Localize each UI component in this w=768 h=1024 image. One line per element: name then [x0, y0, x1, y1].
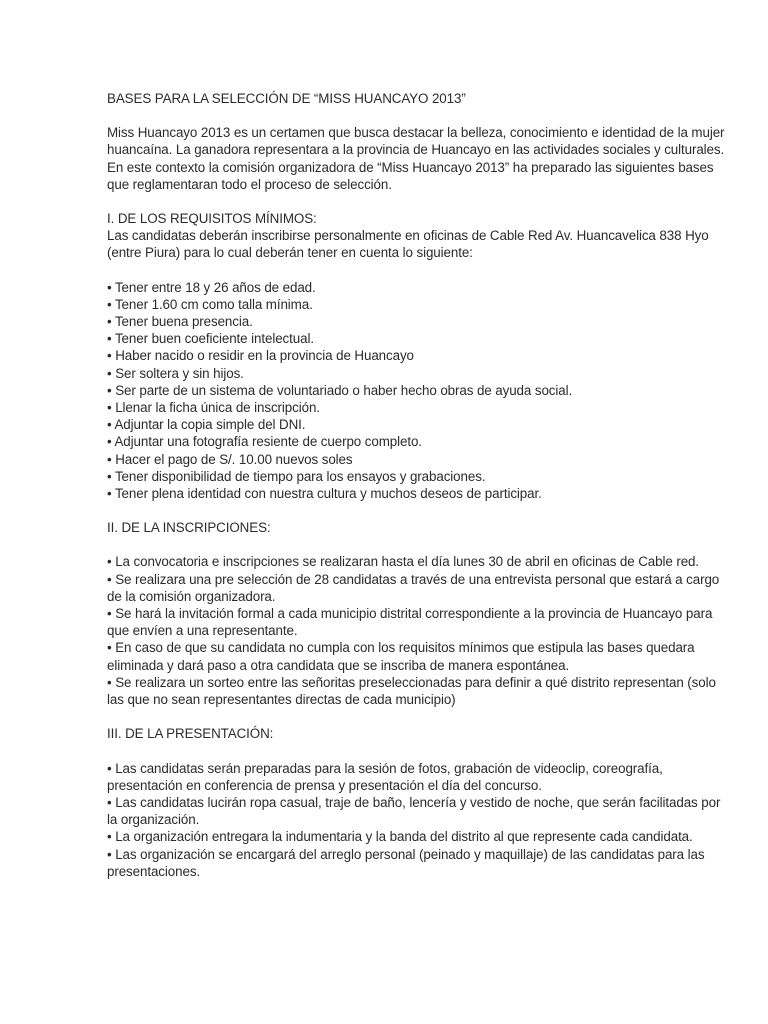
list-item: • Hacer el pago de S/. 10.00 nuevos soles: [107, 451, 353, 467]
section-heading-presentacion: III. DE LA PRESENTACIÓN:: [107, 726, 274, 742]
document-page: [107, 90, 727, 897]
list-item: • Las candidatas serán preparadas para la sesión de fotos, grabación de videoclip, coreografía, presentación en conferencia de prensa y presentación el día del concurso.: [107, 760, 663, 793]
requisitos-list: [107, 279, 727, 503]
section-heading-requisitos: I. DE LOS REQUISITOS MÍNIMOS:: [107, 211, 317, 227]
list-item: • Tener buena presencia.: [107, 314, 253, 330]
list-item: • Tener disponibilidad de tiempo para los ensayos y grabaciones.: [107, 468, 486, 484]
list-item: • Ser parte de un sistema de voluntariado o haber hecho obras de ayuda social.: [107, 382, 573, 398]
list-item: • La convocatoria e inscripciones se realizaran hasta el día lunes 30 de abril en oficinas de Cable red.: [107, 554, 700, 570]
list-item: • Las candidatas lucirán ropa casual, traje de baño, lencería y vestido de noche, que serán facilitadas por la organización.: [107, 794, 721, 828]
document-title: BASES PARA LA SELECCIÓN DE “MISS HUANCAYO 2013”: [107, 91, 466, 106]
list-item: • La organización entregara la indumentaria y la banda del distrito al que represente cada candidata.: [107, 829, 693, 845]
list-item: • En caso de que su candidata no cumpla con los requisitos mínimos que estipula las bases quedara eliminada y dará paso a otra candidata que se inscriba de manera espontánea.: [107, 640, 695, 673]
list-item: • Tener 1.60 cm como talla mínima.: [107, 296, 313, 312]
section-intro-requisitos: Las candidatas deberán inscribirse personalmente en oficinas de Cable Red Av. Huancavelica 838 Hyo (entre Piura) para lo cual deberán tener en cuenta lo siguiente:: [107, 228, 709, 261]
list-item: • Adjuntar una fotografía resiente de cuerpo completo.: [107, 434, 422, 450]
list-item: • Llenar la ficha única de inscripción.: [107, 400, 320, 416]
list-item: • Ser soltera y sin hijos.: [107, 365, 244, 381]
list-item: • Haber nacido o residir en la provincia de Huancayo: [107, 348, 414, 364]
inscripciones-list: [107, 553, 727, 708]
list-item: • Se hará la invitación formal a cada municipio distrital correspondiente a la provincia de Huancayo para que envíen a una representante.: [107, 606, 713, 639]
section-heading-inscripciones: II. DE LA INSCRIPCIONES:: [107, 520, 271, 536]
list-item: • Adjuntar la copia simple del DNI.: [107, 417, 306, 433]
list-item: • Se realizara una pre selección de 28 candidatas a través de una entrevista personal que estará a cargo de la comisión organizadora.: [107, 571, 720, 604]
intro-paragraph: Miss Huancayo 2013 es un certamen que busca destacar la belleza, conocimiento e identidad de la mujer huancaína. La ganadora representara a la provincia de Huancayo en las actividades sociales y culturales. En este contexto la comisión organizadora de “Miss Huancayo 2013” ha preparado las siguientes bases que reglamentaran todo el proceso de selección.: [107, 125, 725, 192]
list-item: • Tener buen coeficiente intelectual.: [107, 331, 314, 347]
list-item: • Se realizara un sorteo entre las señoritas preseleccionadas para definir a qué distrito representan (solo las que no sean representantes directas de cada municipio): [107, 674, 716, 708]
presentacion-list: [107, 760, 727, 880]
list-item: • Tener plena identidad con nuestra cultura y muchos deseos de participar.: [107, 486, 542, 502]
list-item: • Las organización se encargará del arreglo personal (peinado y maquillaje) de las candidatas para las presentaciones.: [107, 846, 705, 879]
list-item: • Tener entre 18 y 26 años de edad.: [107, 279, 316, 295]
